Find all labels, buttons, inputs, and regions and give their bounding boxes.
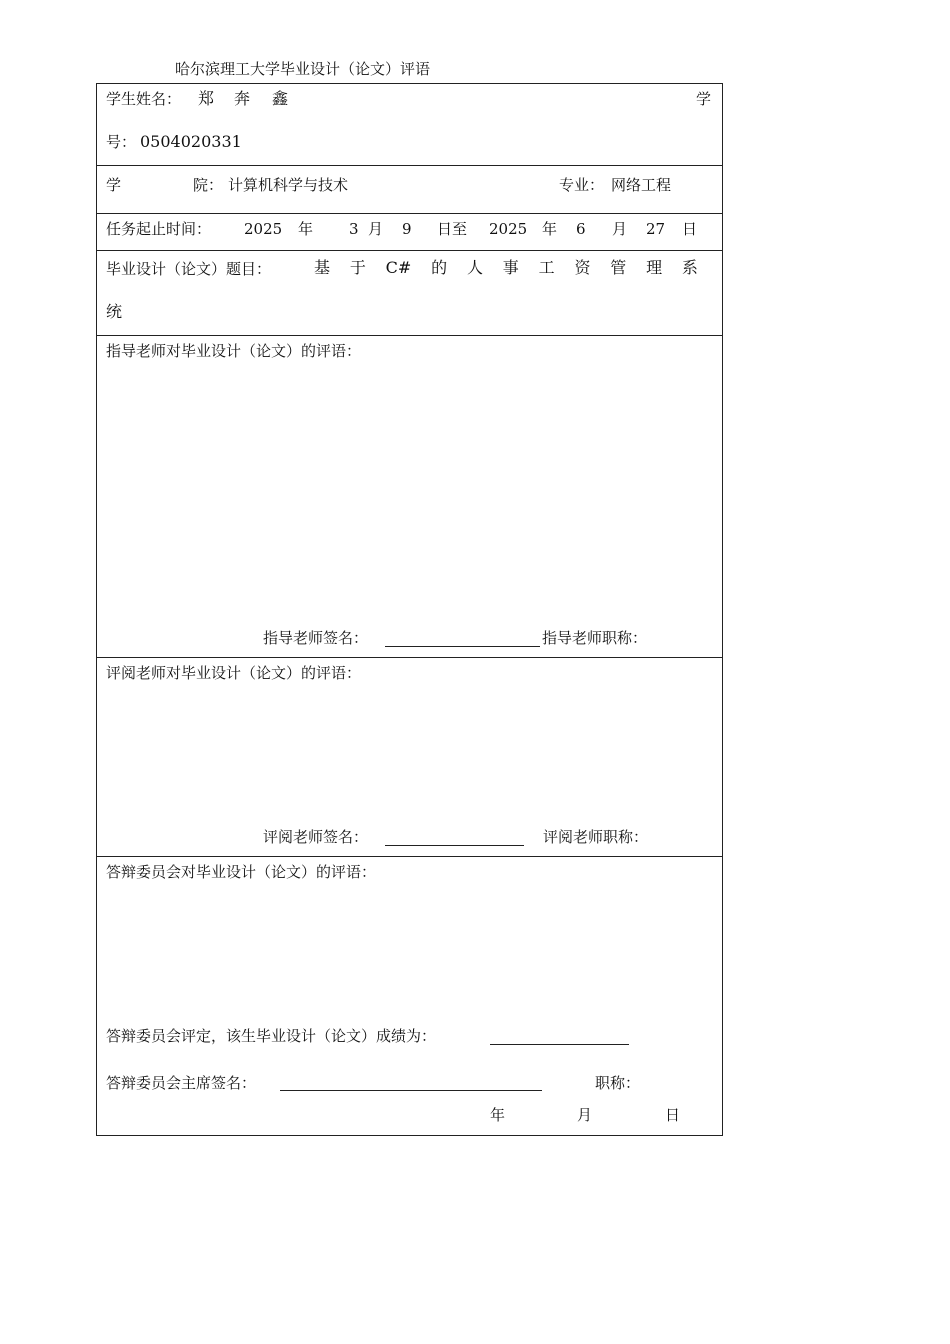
date-month-unit: 月 <box>577 1106 593 1124</box>
topic-title-char: 理 <box>646 258 663 277</box>
reviewer-signature-label: 评阅老师签名： <box>263 828 369 846</box>
topic-label: 毕业设计（论文）题目： <box>106 260 272 278</box>
committee-grade-label: 答辩委员会评定，该生毕业设计（论文）成绩为： <box>106 1027 437 1045</box>
college-label: 院： <box>193 176 224 194</box>
committee-chair-signature-line[interactable] <box>280 1090 542 1091</box>
advisor-signature-line[interactable] <box>385 646 540 647</box>
reviewer-title-label: 评阅老师职称： <box>543 828 649 846</box>
row-divider <box>96 856 723 857</box>
college-label: 学 <box>106 176 122 194</box>
topic-title-char: 资 <box>574 258 591 277</box>
month-unit: 月 <box>612 220 628 238</box>
major-value: 网络工程 <box>611 176 672 194</box>
topic-title-char: 系 <box>681 258 698 277</box>
end-day: 27 <box>646 220 666 238</box>
row-divider <box>96 657 723 658</box>
advisor-title-label: 指导老师职称： <box>542 629 648 647</box>
start-year: 2025 <box>244 220 283 238</box>
topic-title-char: 的 <box>431 258 448 277</box>
day-unit: 日 <box>682 220 698 238</box>
reviewer-signature-line[interactable] <box>385 845 524 846</box>
day-to: 日至 <box>437 220 468 238</box>
date-year-unit: 年 <box>490 1106 506 1124</box>
year-unit: 年 <box>542 220 558 238</box>
table-border-bottom <box>96 1135 723 1136</box>
topic-title <box>314 260 698 276</box>
major-label: 专业： <box>559 176 605 194</box>
student-name-char: 奔 <box>234 89 251 108</box>
student-id-label: 学 <box>696 90 712 108</box>
date-day-unit: 日 <box>665 1106 681 1124</box>
year-unit: 年 <box>298 220 314 238</box>
committee-grade-line[interactable] <box>490 1044 629 1045</box>
table-border-left <box>96 83 97 1136</box>
row-divider <box>96 250 723 251</box>
committee-chair-title-label: 职称： <box>595 1074 641 1092</box>
advisor-comment-label: 指导老师对毕业设计（论文）的评语： <box>106 342 362 360</box>
advisor-signature-label: 指导老师签名： <box>263 629 369 647</box>
row-divider <box>96 213 723 214</box>
row-divider <box>96 335 723 336</box>
topic-title-char: 事 <box>502 258 519 277</box>
topic-title-char: 工 <box>538 258 555 277</box>
college-value: 计算机科学与技术 <box>228 176 349 194</box>
table-border-top <box>96 83 723 84</box>
page-title: 哈尔滨理工大学毕业设计（论文）评语 <box>175 60 431 78</box>
topic-title-char: 管 <box>610 258 627 277</box>
student-name-char: 郑 <box>198 89 215 108</box>
end-month: 6 <box>576 220 586 238</box>
topic-title-char: C# <box>385 258 412 277</box>
start-month: 3 <box>349 220 359 238</box>
end-year: 2025 <box>489 220 528 238</box>
student-name-char: 鑫 <box>272 89 289 108</box>
topic-title-char: 基 <box>314 258 331 277</box>
student-name-label: 学生姓名： <box>106 90 182 108</box>
schedule-label: 任务起止时间： <box>106 220 212 238</box>
table-border-right <box>722 83 723 1136</box>
topic-title-char: 于 <box>349 258 366 277</box>
topic-title-char: 人 <box>466 258 483 277</box>
committee-comment-label: 答辩委员会对毕业设计（论文）的评语： <box>106 863 377 881</box>
topic-title-wrap: 统 <box>106 302 123 321</box>
committee-chair-label: 答辩委员会主席签名： <box>106 1074 257 1092</box>
student-id-label: 号： <box>106 133 137 151</box>
student-id-value: 0504020331 <box>140 132 242 151</box>
month-unit: 月 <box>368 220 384 238</box>
start-day: 9 <box>402 220 412 238</box>
reviewer-comment-label: 评阅老师对毕业设计（论文）的评语： <box>106 664 362 682</box>
row-divider <box>96 165 723 166</box>
